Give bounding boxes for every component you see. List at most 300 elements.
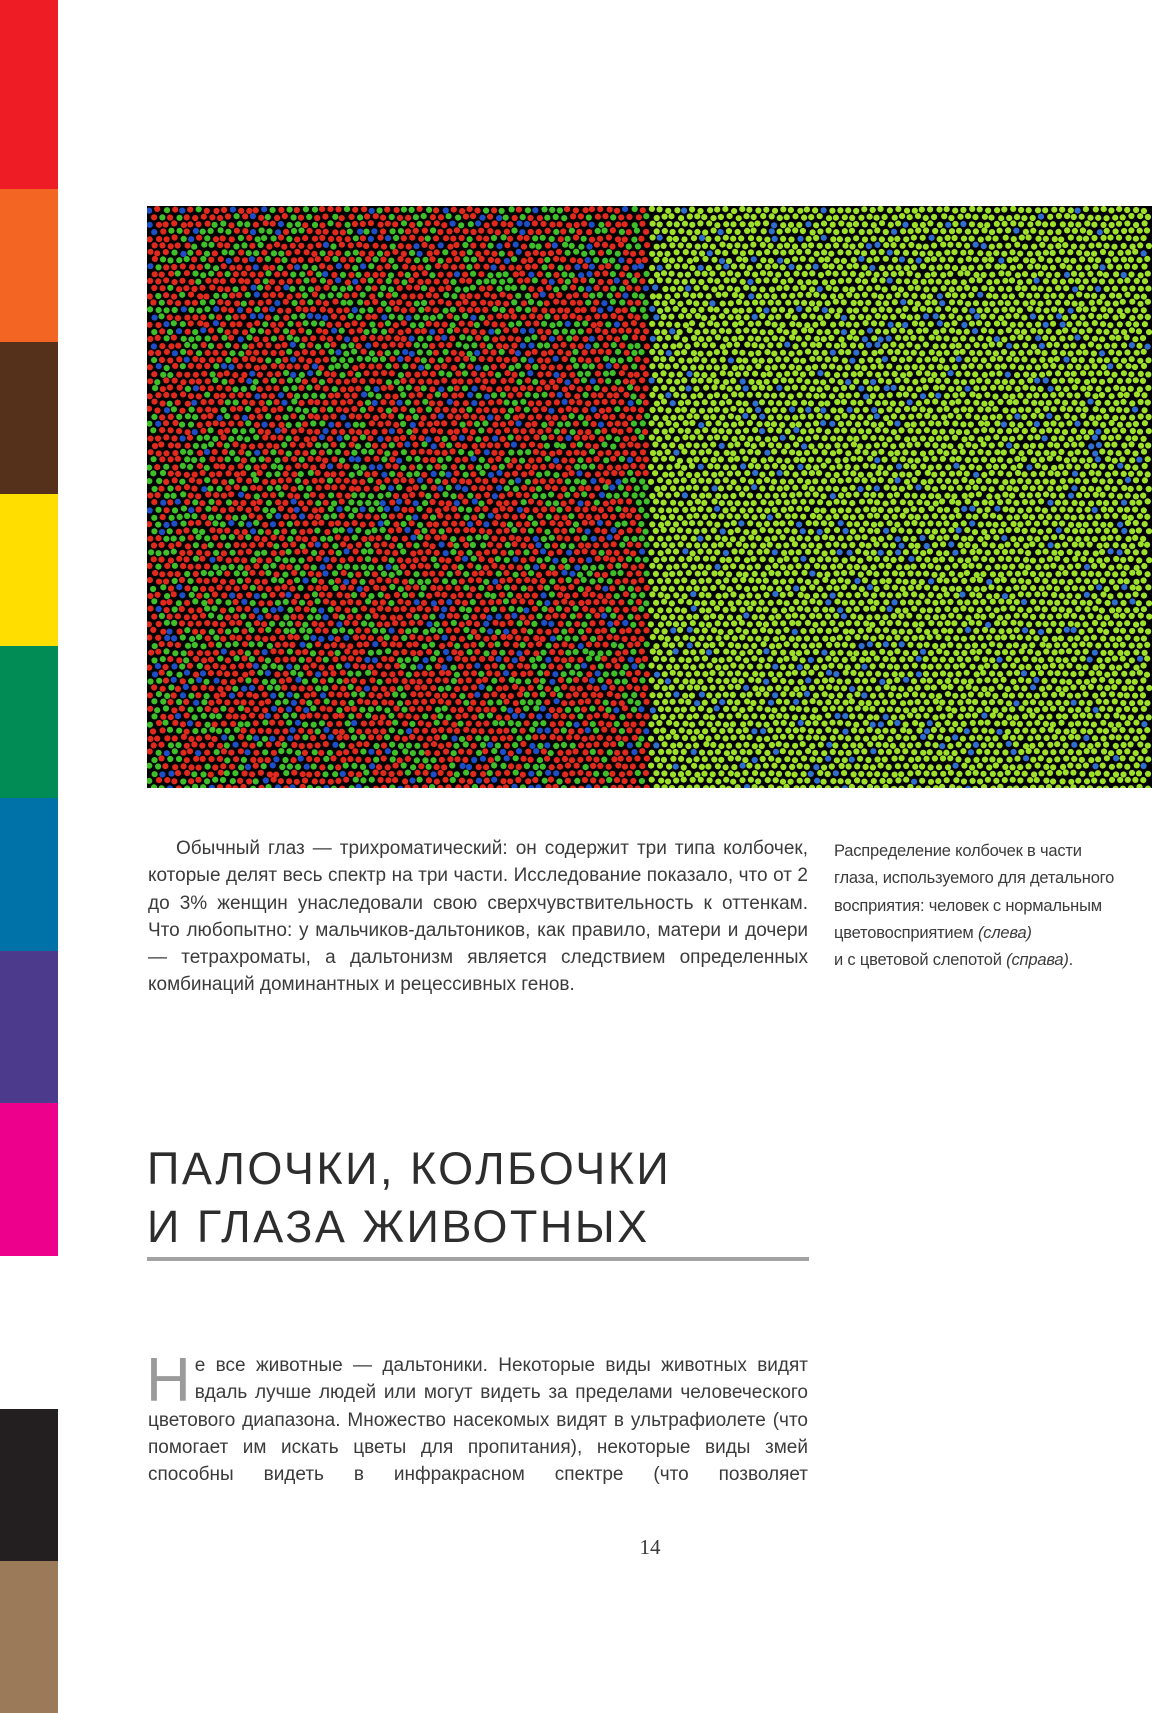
cone-cell xyxy=(541,435,547,441)
cone-cell xyxy=(212,335,218,341)
cone-cell xyxy=(290,372,296,378)
cone-cell xyxy=(200,586,206,592)
cone-cell xyxy=(295,463,301,469)
cone-cell xyxy=(519,615,525,621)
cone-cell xyxy=(582,606,588,612)
cone-cell xyxy=(376,549,382,555)
cone-cell xyxy=(638,236,644,242)
cone-cell xyxy=(607,506,613,512)
cone-cell xyxy=(631,749,637,755)
cone-cell xyxy=(520,385,526,391)
cone-cell xyxy=(643,557,649,563)
cone-cell xyxy=(480,442,486,448)
cone-cell xyxy=(500,606,506,612)
cone-cell xyxy=(573,521,579,527)
cone-cell xyxy=(589,578,595,584)
cone-cell xyxy=(644,671,650,677)
cone-cell xyxy=(377,449,383,455)
cone-cell xyxy=(381,329,387,335)
cone-cell xyxy=(298,327,304,333)
cone-cell xyxy=(287,294,293,300)
cone-cell xyxy=(185,643,191,649)
cone-cell xyxy=(242,571,248,577)
cone-cell xyxy=(303,393,309,399)
cone-cell xyxy=(491,777,497,783)
cone-cell xyxy=(307,429,313,435)
cone-cell xyxy=(377,464,383,470)
cone-cell xyxy=(619,771,625,777)
cone-cell xyxy=(463,400,469,406)
cone-cell xyxy=(400,378,406,384)
cone-cell xyxy=(229,620,235,626)
cone-cell xyxy=(570,613,576,619)
cone-cell xyxy=(622,736,628,742)
cone-cell xyxy=(159,272,165,278)
cone-cell xyxy=(265,657,271,663)
cone-cell xyxy=(463,643,469,649)
cone-cell xyxy=(176,286,182,292)
cone-cell xyxy=(242,228,248,234)
cone-cell xyxy=(511,527,517,533)
cone-cell xyxy=(249,771,255,777)
cone-cell xyxy=(265,699,271,705)
cone-cell xyxy=(442,635,448,641)
cone-cell xyxy=(385,764,391,770)
cone-cell xyxy=(160,514,166,520)
cone-cell xyxy=(151,757,157,763)
cone-cell xyxy=(192,429,198,435)
cone-cell xyxy=(316,656,322,662)
cone-cell xyxy=(340,600,346,606)
cone-cell xyxy=(344,564,350,570)
cone-cell xyxy=(353,250,359,256)
cone-cell xyxy=(368,650,374,656)
cone-cell xyxy=(626,727,632,733)
cone-cell xyxy=(644,571,650,577)
cone-cell xyxy=(334,392,340,398)
cone-cell xyxy=(340,272,346,278)
cone-cell xyxy=(636,499,642,505)
cone-cell xyxy=(635,300,641,306)
cone-cell xyxy=(574,307,580,313)
cone-cell xyxy=(270,292,276,298)
cone-cell xyxy=(632,222,638,228)
cone-cell xyxy=(204,449,210,455)
cone-cell xyxy=(606,777,612,783)
cone-cell xyxy=(262,479,268,485)
cone-cell xyxy=(217,756,223,762)
cone-cell xyxy=(184,757,190,763)
cone-cell xyxy=(556,292,562,298)
cone-cell xyxy=(417,635,423,641)
cone-cell xyxy=(213,420,219,426)
cone-cell xyxy=(357,400,363,406)
cone-cell xyxy=(609,685,615,691)
cone-cell xyxy=(246,692,252,698)
cone-cell xyxy=(635,556,641,562)
cone-cell xyxy=(246,521,252,527)
cone-cell xyxy=(278,251,284,257)
cone-cell xyxy=(188,736,194,742)
cone-cell xyxy=(545,456,551,462)
cone-cell xyxy=(409,592,415,598)
cone-cell xyxy=(302,450,308,456)
cone-cell xyxy=(287,392,293,398)
cone-cell xyxy=(372,370,378,376)
cone-cell xyxy=(357,556,363,562)
cone-cell xyxy=(184,712,190,718)
cone-cell xyxy=(212,222,218,228)
cone-cell xyxy=(298,557,304,563)
cone-cell xyxy=(565,435,571,441)
cone-cell xyxy=(504,414,510,420)
cone-cell xyxy=(175,343,181,349)
cone-cell xyxy=(414,599,420,605)
cone-cell xyxy=(406,672,412,678)
cone-cell xyxy=(180,678,186,684)
cone-cell xyxy=(351,479,357,485)
cone-cell xyxy=(429,343,435,349)
cone-cell xyxy=(369,464,375,470)
cone-cell xyxy=(271,577,277,583)
cone-cell xyxy=(270,479,276,485)
cone-cell xyxy=(582,720,588,726)
cone-cell xyxy=(576,613,582,619)
cone-cell xyxy=(425,306,431,312)
cone-cell xyxy=(626,485,632,491)
cone-cell xyxy=(175,686,181,692)
cone-cell xyxy=(315,728,321,734)
cone-cell xyxy=(225,315,231,321)
cone-cell xyxy=(337,592,343,598)
cone-cell xyxy=(211,736,217,742)
cone-cell xyxy=(601,628,607,634)
cone-cell xyxy=(570,442,576,448)
cone-cell xyxy=(561,428,567,434)
cone-cell xyxy=(639,393,645,399)
cone-cell xyxy=(446,442,452,448)
cone-cell xyxy=(364,429,370,435)
cone-cell xyxy=(225,229,231,235)
cone-cell xyxy=(381,699,387,705)
cone-cell xyxy=(246,549,252,555)
cone-cell xyxy=(607,279,613,285)
cone-cell xyxy=(316,370,322,376)
cone-cell xyxy=(471,485,477,491)
cone-cell xyxy=(553,458,559,464)
cone-cell xyxy=(524,235,530,241)
cone-cell xyxy=(331,356,337,362)
cone-cell xyxy=(585,586,591,592)
cone-cell xyxy=(606,434,612,440)
cone-cell xyxy=(245,464,251,470)
cone-cell xyxy=(237,421,243,427)
cone-cell xyxy=(607,293,613,299)
cone-cell xyxy=(212,621,218,627)
cone-cell xyxy=(417,650,423,656)
cone-cell xyxy=(385,436,391,442)
cone-cell xyxy=(561,727,567,733)
cone-cell xyxy=(458,664,464,670)
cone-cell xyxy=(282,213,288,219)
cone-cell xyxy=(580,277,586,283)
cone-cell xyxy=(205,221,211,227)
cone-cell xyxy=(300,771,306,777)
cone-cell xyxy=(533,292,539,298)
cone-cell xyxy=(192,300,198,306)
cone-cell xyxy=(376,378,382,384)
cone-cell xyxy=(208,385,214,391)
cone-cell xyxy=(291,514,297,520)
cone-cell xyxy=(422,713,428,719)
cone-cell xyxy=(405,228,411,234)
cone-cell xyxy=(500,521,506,527)
cone-cell xyxy=(618,242,624,248)
cone-cell xyxy=(397,285,403,291)
cone-cell xyxy=(377,251,383,257)
cone-cell xyxy=(365,513,371,519)
cone-cell xyxy=(434,621,440,627)
cone-cell xyxy=(328,579,334,585)
cone-cell xyxy=(467,634,473,640)
cone-cell xyxy=(454,756,460,762)
cone-cell xyxy=(304,593,310,599)
cone-cell xyxy=(427,478,433,484)
cone-cell xyxy=(631,320,637,326)
cone-cell xyxy=(343,579,349,585)
cone-cell xyxy=(319,434,325,440)
cone-cell xyxy=(188,764,194,770)
cone-cell xyxy=(228,222,234,228)
cone-cell xyxy=(324,342,330,348)
cone-cell xyxy=(196,621,202,627)
cone-cell xyxy=(302,349,308,355)
cone-cell xyxy=(614,679,620,685)
cone-cell xyxy=(568,628,574,634)
cone-cell xyxy=(356,429,362,435)
cone-cell xyxy=(409,235,415,241)
cone-cell xyxy=(224,413,230,419)
cone-cell xyxy=(627,614,633,620)
cone-cell xyxy=(337,678,343,684)
cone-cell xyxy=(196,235,202,241)
cone-cell xyxy=(372,443,378,449)
cone-cell xyxy=(258,728,264,734)
cone-cell xyxy=(348,357,354,363)
cone-cell xyxy=(628,372,634,378)
cone-cell xyxy=(503,215,509,221)
cone-cell xyxy=(158,742,164,748)
cone-cell xyxy=(360,263,366,269)
cone-cell xyxy=(314,399,320,405)
cone-cell xyxy=(474,621,480,627)
cone-cell xyxy=(527,670,533,676)
cone-cell xyxy=(184,614,190,620)
cone-cell xyxy=(218,227,224,233)
cone-cell xyxy=(241,372,247,378)
cone-cell xyxy=(430,585,436,591)
cone-cell xyxy=(351,763,357,769)
cone-cell xyxy=(340,257,346,263)
cone-cell xyxy=(480,700,486,706)
cone-cell xyxy=(241,271,247,277)
cone-cell xyxy=(376,734,382,740)
cone-cell xyxy=(151,285,157,291)
cone-cell xyxy=(409,207,415,213)
cone-cell xyxy=(312,591,318,597)
cone-cell xyxy=(536,699,542,705)
cone-cell xyxy=(229,634,235,640)
cone-cell xyxy=(467,364,473,370)
cone-cell xyxy=(199,457,205,463)
cone-cell xyxy=(524,593,530,599)
cone-cell xyxy=(147,678,153,684)
cone-cell xyxy=(319,450,325,456)
cone-cell xyxy=(533,635,539,641)
cone-cell xyxy=(323,598,329,604)
cone-cell xyxy=(335,534,341,540)
cone-cell xyxy=(294,236,300,242)
cone-cell xyxy=(553,613,559,619)
cone-cell xyxy=(614,278,620,284)
cone-cell xyxy=(566,677,572,683)
cone-cell xyxy=(626,272,632,278)
cone-cell xyxy=(385,363,391,369)
cone-cell xyxy=(504,357,510,363)
cone-cell xyxy=(249,300,255,306)
cone-cell xyxy=(599,620,605,626)
cone-cell xyxy=(229,265,235,271)
cone-cell xyxy=(609,585,615,591)
cone-cell xyxy=(521,756,527,762)
cone-cell xyxy=(290,243,296,249)
cone-cell xyxy=(275,685,281,691)
cone-cell xyxy=(261,621,267,627)
cone-cell xyxy=(311,550,317,556)
cone-cell xyxy=(246,778,252,784)
cone-cell xyxy=(418,592,424,598)
cone-cell xyxy=(508,377,514,383)
cone-cell xyxy=(341,300,347,306)
cone-cell xyxy=(561,598,567,604)
cone-cell xyxy=(503,301,509,307)
cone-cell xyxy=(504,770,510,776)
cone-cell xyxy=(152,443,158,449)
cone-cell xyxy=(310,449,316,455)
cone-cell xyxy=(364,570,370,576)
cone-cell xyxy=(626,684,632,690)
cone-cell xyxy=(544,543,550,549)
cone-cell xyxy=(188,336,194,342)
cone-cell xyxy=(385,492,391,498)
cone-cell xyxy=(443,506,449,512)
cone-cell xyxy=(418,763,424,769)
cone-cell xyxy=(152,385,158,391)
cone-cell xyxy=(266,299,272,305)
cone-cell xyxy=(384,734,390,740)
cone-cell xyxy=(377,407,383,413)
cone-cell xyxy=(377,307,383,313)
cone-cell xyxy=(183,285,189,291)
cone-cell xyxy=(627,356,633,362)
cone-cell xyxy=(503,327,509,333)
cone-cell xyxy=(627,441,633,447)
cone-cell xyxy=(548,750,554,756)
cone-cell xyxy=(312,363,318,369)
cone-cell xyxy=(213,663,219,669)
cone-cell xyxy=(188,707,194,713)
cone-cell xyxy=(221,734,227,740)
cone-cell xyxy=(569,643,575,649)
cone-cell xyxy=(558,649,564,655)
cone-cell xyxy=(524,521,530,527)
cone-cell xyxy=(511,598,517,604)
cone-cell xyxy=(491,691,497,697)
cone-cell xyxy=(359,308,365,314)
cone-cell xyxy=(220,763,226,769)
cone-cell xyxy=(480,385,486,391)
cone-cell xyxy=(454,327,460,333)
cone-cell xyxy=(397,513,403,519)
cone-cell xyxy=(176,657,182,663)
cone-cell xyxy=(519,713,525,719)
cone-cell xyxy=(303,578,309,584)
cone-cell xyxy=(156,222,162,228)
cone-cell xyxy=(512,372,518,378)
cone-cell xyxy=(181,236,187,242)
cone-cell xyxy=(595,556,601,562)
cone-cell xyxy=(365,314,371,320)
cone-cell xyxy=(495,456,501,462)
cone-cell xyxy=(339,627,345,633)
cone-cell xyxy=(562,771,568,777)
cone-cell xyxy=(197,435,203,441)
cone-cell xyxy=(589,520,595,526)
cone-cell xyxy=(180,363,186,369)
cone-cell xyxy=(283,328,289,334)
cone-cell xyxy=(640,420,646,426)
cone-cell xyxy=(270,592,276,598)
cone-cell xyxy=(361,606,367,612)
cone-cell xyxy=(635,628,641,634)
cone-cell xyxy=(270,508,276,514)
cone-cell xyxy=(614,208,620,214)
cone-cell xyxy=(626,328,632,334)
cone-cell xyxy=(183,556,189,562)
cone-cell xyxy=(200,229,206,235)
cone-cell xyxy=(393,464,399,470)
cone-cell xyxy=(446,257,452,263)
cone-cell xyxy=(191,741,197,747)
cone-cell xyxy=(451,407,457,413)
cone-cell xyxy=(385,648,391,654)
cone-cell xyxy=(147,263,153,269)
cone-cell xyxy=(348,585,354,591)
cone-cell xyxy=(328,506,334,512)
cone-cell xyxy=(172,450,178,456)
cone-cell xyxy=(336,292,342,298)
cone-cell xyxy=(635,542,641,548)
cone-cell xyxy=(262,507,268,513)
cone-cell xyxy=(328,620,334,626)
cone-cell xyxy=(474,606,480,612)
cone-cell xyxy=(561,215,567,221)
cone-cell xyxy=(590,378,596,384)
cone-cell xyxy=(566,365,572,371)
cone-cell xyxy=(283,671,289,677)
cone-cell xyxy=(442,263,448,269)
cone-cell xyxy=(205,520,211,526)
